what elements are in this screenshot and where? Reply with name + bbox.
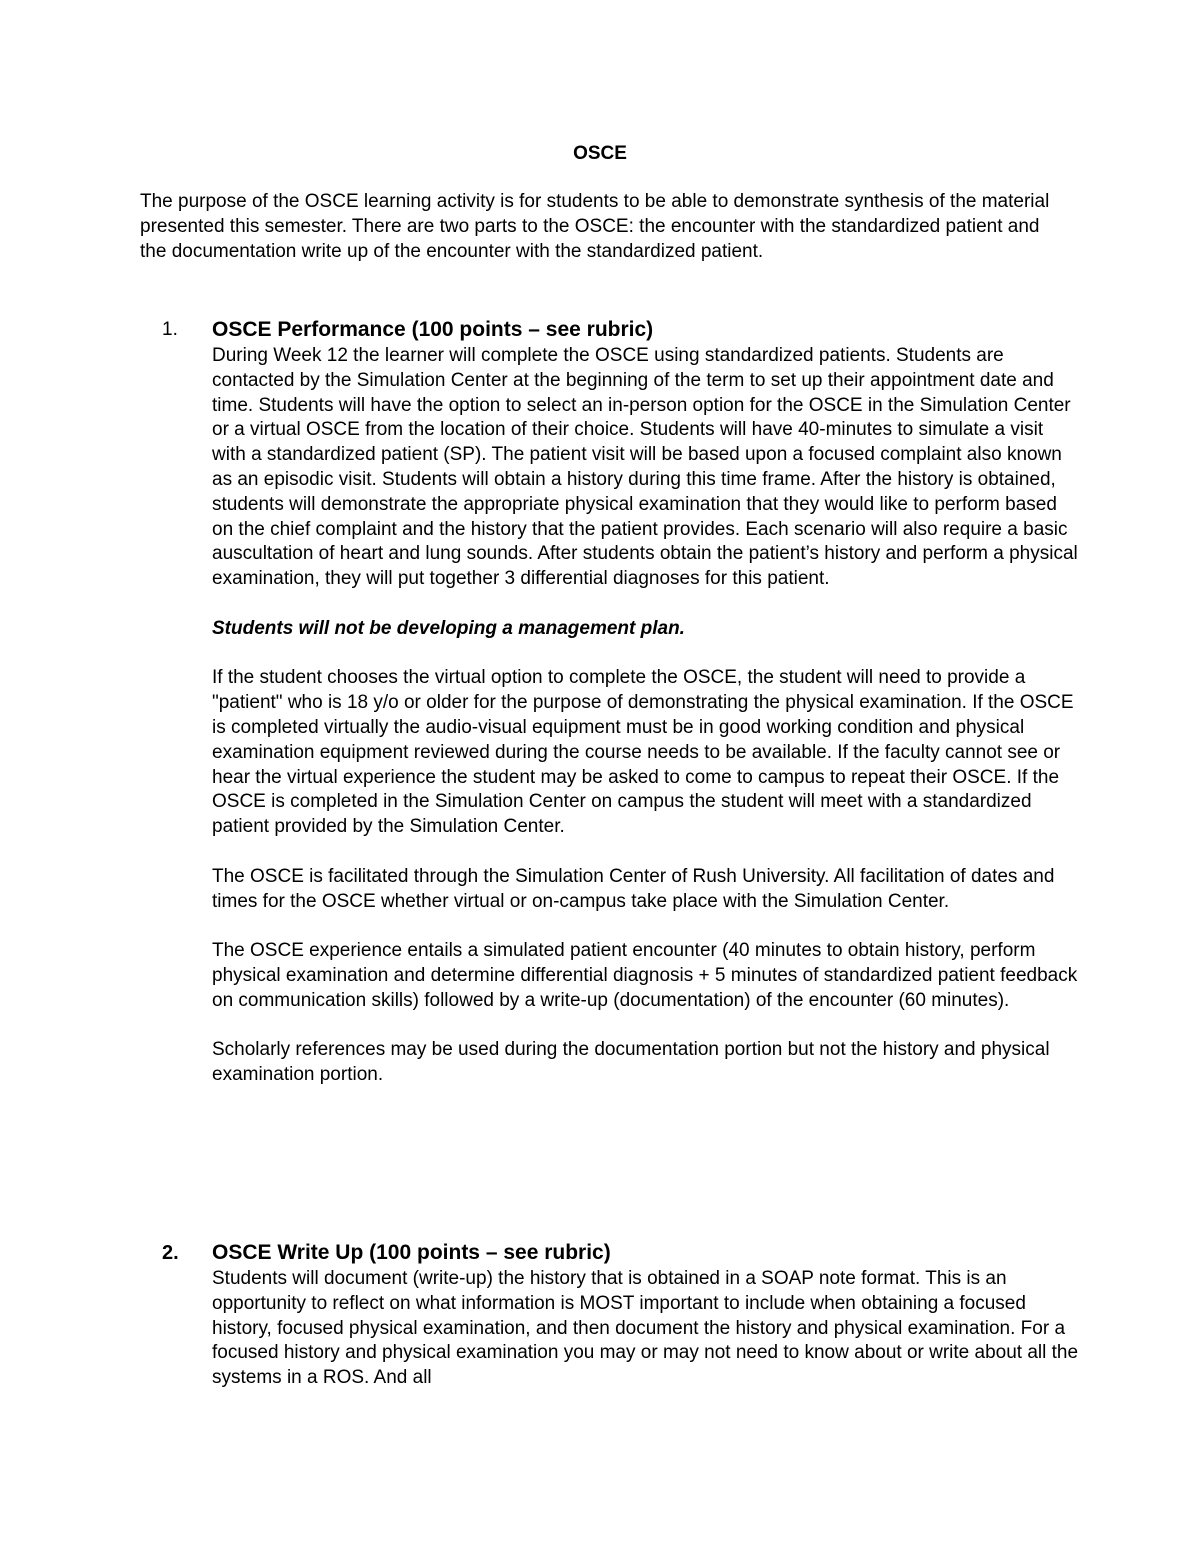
list-item-number: 2.: [162, 1242, 179, 1264]
body-paragraph: During Week 12 the learner will complete the OSCE using standardized patients. Students are contacted by the Simulation Center at the beginning of the term to set up their appointment date and time. Students will have the option to select an in-person option for the OSCE in the Simulation Center or a virtual OSCE from the location of their choice. Students will have 40-minutes to simulate a visit with a standardized patient (SP). The patient visit will be based upon a focused complaint also known as an episodic visit. Students will obtain a history during this time frame. After the history is obtained, students will demonstrate the appropriate physical examination that they would like to perform based on the chief complaint and the history that the patient provides. Each scenario will also require a basic auscultation of heart and lung sounds. After students obtain the patient’s history and perform a physical examination, they will put together 3 differential diagnoses for this patient.: [212, 345, 1078, 590]
list-item-osce-performance: [140, 316, 1080, 1088]
list-item-number: 1.: [162, 319, 178, 340]
body-paragraph: The OSCE experience entails a simulated patient encounter (40 minutes to obtain history, perform physical examination and determine differential diagnosis + 5 minutes of standardized patient feedback on communication skills) followed by a write-up (documentation) of the encounter (60 minutes).: [212, 940, 1078, 1011]
section-heading: OSCE Performance (100 points – see rubric): [212, 318, 654, 341]
body-paragraph: If the student chooses the virtual option to complete the OSCE, the student will need to provide a "patient" who is 18 y/o or older for the purpose of demonstrating the physical examination. If the OSCE is completed virtually the audio-visual equipment must be in good working condition and physical examination equipment reviewed during the course needs to be available. If the faculty cannot see or hear the virtual experience the student may be asked to come to campus to repeat their OSCE. If the OSCE is completed in the Simulation Center on campus the student will meet with a standardized patient provided by the Simulation Center.: [212, 667, 1074, 838]
body-paragraph: Students will document (write-up) the history that is obtained in a SOAP note format. This is an opportunity to reflect on what information is MOST important to include when obtaining a focused history, focused physical examination, and then document the history and physical examination. For a focused history and physical examination you may or may not need to know about or write about all the systems in a ROS. And all: [212, 1268, 1079, 1389]
emphasis-paragraph: Students will not be developing a management plan.: [212, 617, 685, 639]
list-item-body: [212, 1239, 1080, 1391]
list-item-body: [212, 316, 1080, 1088]
list-item-osce-write-up: [140, 1239, 1080, 1391]
body-paragraph: Scholarly references may be used during the documentation portion but not the history and physical examination portion.: [212, 1039, 1050, 1086]
section-heading: OSCE Write Up (100 points – see rubric): [212, 1241, 611, 1264]
document-title: OSCE: [573, 143, 627, 164]
body-paragraph: The OSCE is facilitated through the Simulation Center of Rush University. All facilitation of dates and times for the OSCE whether virtual or on-campus take place with the Simulation Center.: [212, 865, 1055, 912]
intro-paragraph: The purpose of the OSCE learning activity is for students to be able to demonstrate synthesis of the material presented this semester. There are two parts to the OSCE: the encounter with the standardized patient and the documentation write up of the encounter with the standardized patient.: [140, 191, 1050, 262]
